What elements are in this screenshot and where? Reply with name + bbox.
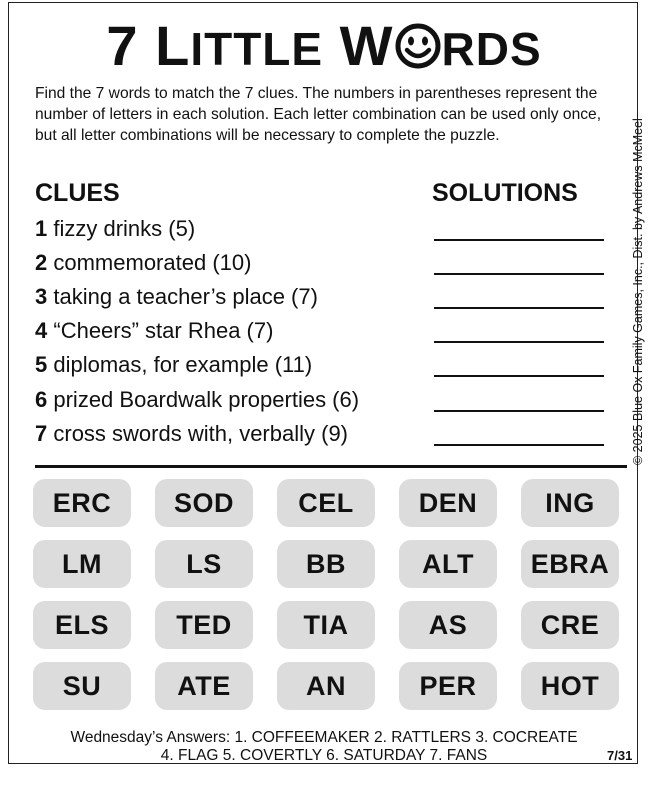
- clue-number: 1: [35, 216, 48, 241]
- solution-blank-2[interactable]: [434, 273, 604, 275]
- clue-number: 7: [35, 421, 48, 446]
- puzzle-date: 7/31: [607, 748, 633, 763]
- letter-tile[interactable]: ATE: [155, 662, 253, 710]
- letter-tile[interactable]: SOD: [155, 479, 253, 527]
- solution-blank-4[interactable]: [434, 341, 604, 343]
- solution-blank-3[interactable]: [434, 307, 604, 309]
- previous-answers-line-1: Wednesday’s Answers: 1. COFFEEMAKER 2. RATTLERS 3. COCREATE: [70, 729, 578, 746]
- section-divider: [35, 465, 627, 468]
- solution-blank-6[interactable]: [434, 410, 604, 412]
- letter-tile[interactable]: DEN: [399, 479, 497, 527]
- puzzle-title: [9, 11, 639, 84]
- letter-tile[interactable]: BB: [277, 540, 375, 588]
- clue-row: [35, 386, 359, 414]
- title-ittle: ITTLE: [190, 23, 324, 75]
- clue-row: [35, 215, 195, 243]
- solutions-header: SOLUTIONS: [432, 179, 578, 207]
- clue-text: fizzy drinks (5): [53, 216, 196, 241]
- title-letter-l: L: [155, 14, 191, 77]
- clue-text: prized Boardwalk properties (6): [53, 387, 360, 412]
- letter-tile[interactable]: LM: [33, 540, 131, 588]
- smiley-icon: [395, 23, 441, 69]
- puzzle-panel: [8, 2, 645, 764]
- solution-blank-1[interactable]: [434, 239, 604, 241]
- letter-tile[interactable]: CRE: [521, 601, 619, 649]
- clue-number: 3: [35, 284, 48, 309]
- letter-tile[interactable]: SU: [33, 662, 131, 710]
- letter-tile[interactable]: TIA: [277, 601, 375, 649]
- title-rds: RDS: [441, 23, 542, 75]
- letter-tile[interactable]: CEL: [277, 479, 375, 527]
- clue-number: 5: [35, 352, 48, 377]
- letter-tile[interactable]: HOT: [521, 662, 619, 710]
- letter-tile[interactable]: AN: [277, 662, 375, 710]
- clue-row: [35, 420, 348, 448]
- clue-text: “Cheers” star Rhea (7): [53, 318, 274, 343]
- title-number: 7: [106, 14, 139, 77]
- letter-tile[interactable]: AS: [399, 601, 497, 649]
- title-letter-w: W: [339, 14, 394, 77]
- letter-tile[interactable]: TED: [155, 601, 253, 649]
- previous-answers-line-2: 4. FLAG 5. COVERTLY 6. SATURDAY 7. FANS: [160, 747, 488, 764]
- letter-tile[interactable]: PER: [399, 662, 497, 710]
- clue-number: 4: [35, 318, 48, 343]
- solution-blank-7[interactable]: [434, 444, 604, 446]
- clue-row: [35, 283, 318, 311]
- letter-tile[interactable]: LS: [155, 540, 253, 588]
- clue-number: 2: [35, 250, 48, 275]
- clue-row: [35, 249, 251, 277]
- letter-tile[interactable]: ING: [521, 479, 619, 527]
- clue-text: commemorated (10): [53, 250, 252, 275]
- letter-tile[interactable]: ALT: [399, 540, 497, 588]
- clue-text: cross swords with, verbally (9): [53, 421, 349, 446]
- letter-tile[interactable]: ELS: [33, 601, 131, 649]
- clues-header: CLUES: [35, 179, 120, 207]
- clue-row: [35, 317, 273, 345]
- previous-answers: [9, 729, 639, 765]
- letter-tile[interactable]: EBRA: [521, 540, 619, 588]
- clue-text: taking a teacher’s place (7): [53, 284, 318, 309]
- clue-row: [35, 351, 312, 379]
- instructions: Find the 7 words to match the 7 clues. The numbers in parentheses represent the number of letters in each solution. Each letter combination can be used only once, but all letter combinations will be necessary to complete the puzzle.: [35, 85, 602, 144]
- solution-blank-5[interactable]: [434, 375, 604, 377]
- clue-number: 6: [35, 387, 48, 412]
- letter-tile[interactable]: ERC: [33, 479, 131, 527]
- clue-text: diplomas, for example (11): [53, 352, 313, 377]
- copyright-credit: © 2025 Blue Ox Family Games, Inc., Dist. by Andrews McMeel: [631, 118, 645, 465]
